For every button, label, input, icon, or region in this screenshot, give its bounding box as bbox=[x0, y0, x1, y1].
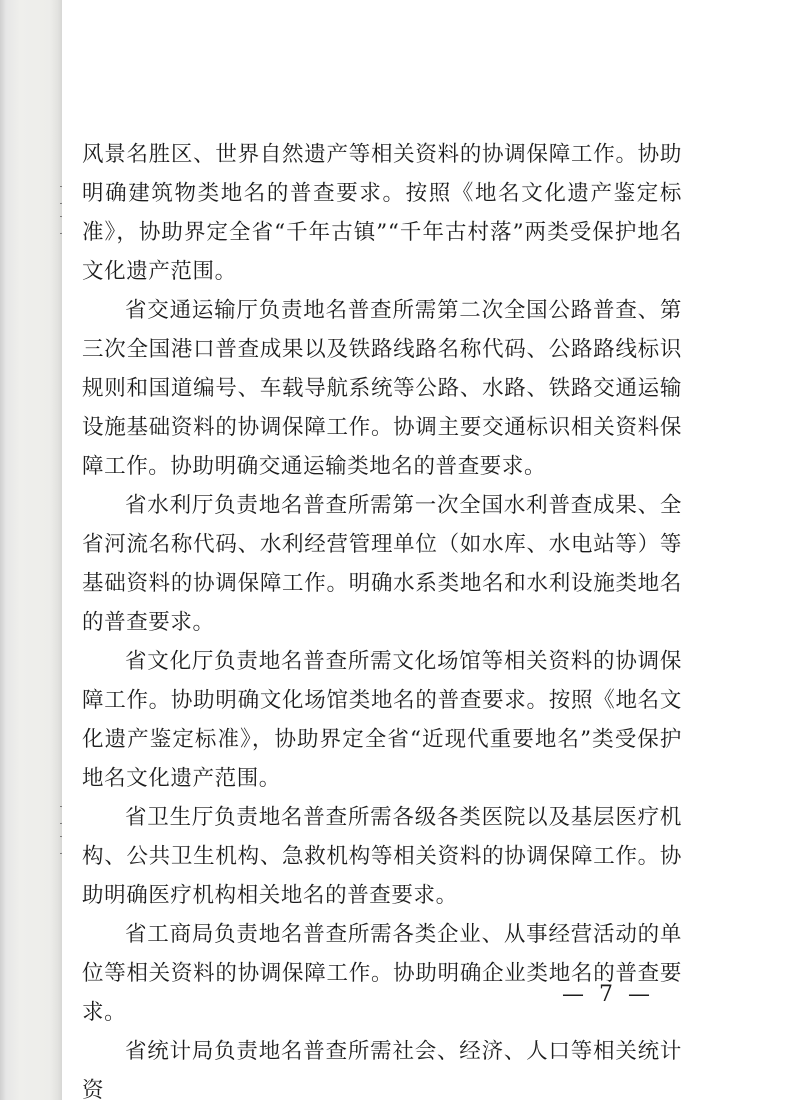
paragraph-health: 省卫生厅负责地名普查所需各级各类医院以及基层医疗机构、公共卫生机构、急救机构等相关资料的协调保障工作。协助明确医疗机构相关地名的普查要求。 bbox=[82, 805, 682, 908]
paragraph-transport: 省交通运输厅负责地名普查所需第二次全国公路普查、第三次全国港口普查成果以及铁路线路名称代码、公路路线标识规则和国道编号、车载导航系统等公路、水路、铁路交通运输设施基础资料的协调保障工作。协调主要交通标识相关资料保障工作。协助明确交通运输类地名的普查要求。 bbox=[82, 298, 682, 479]
body-text bbox=[82, 135, 682, 1100]
paragraph-culture: 省文化厅负责地名普查所需文化场馆等相关资料的协调保障工作。协助明确文化场馆类地名的普查要求。按照《地名文化遗产鉴定标准》，协助界定全省“近现代重要地名”类受保护地名文化遗产范围。 bbox=[82, 649, 682, 791]
paragraph-continuation: 风景名胜区、世界自然遗产等相关资料的协调保障工作。协助明确建筑物类地名的普查要求。按照《地名文化遗产鉴定标准》，协助界定全省“千年古镇”“千年古村落”两类受保护地名文化遗产范围。 bbox=[82, 142, 682, 284]
paragraph-statistics: 省统计局负责地名普查所需社会、经济、人口等相关统计资 bbox=[82, 1039, 682, 1100]
paragraph-commerce: 省工商局负责地名普查所需各类企业、从事经营活动的单位等相关资料的协调保障工作。协助明确企业类地名的普查要求。 bbox=[82, 922, 682, 1025]
binding-edge bbox=[0, 0, 62, 1100]
page-number: — 7 — bbox=[562, 982, 654, 1007]
paragraph-water: 省水利厅负责地名普查所需第一次全国水利普查成果、全省河流名称代码、水利经营管理单位（如水库、水电站等）等基础资料的协调保障工作。明确水系类地名和水利设施类地名的普查要求。 bbox=[82, 493, 682, 635]
